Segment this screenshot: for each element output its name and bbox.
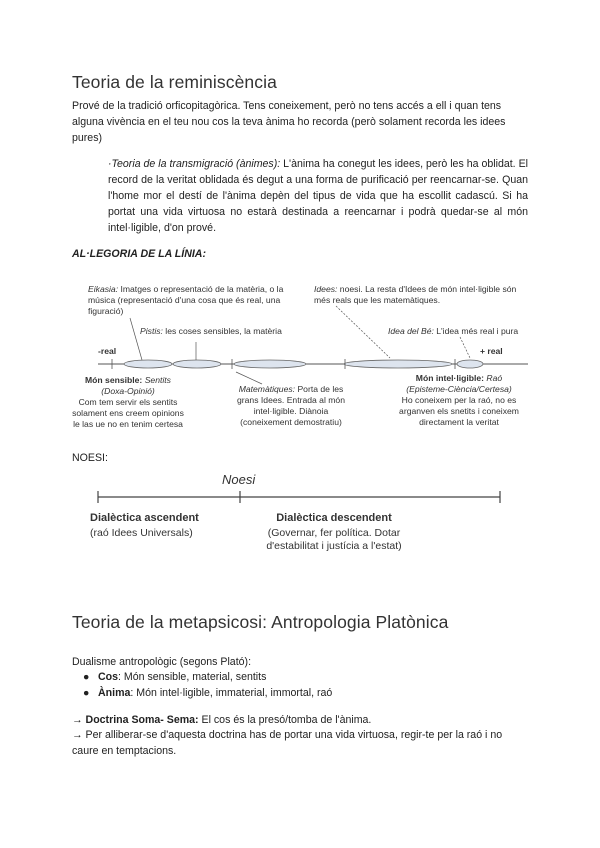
eikasia-label: Eikasia: <box>88 284 119 294</box>
idea-be-text: L'idea més real i pura <box>433 326 519 336</box>
transmigracio-label: ·Teoria de la transmigració (ànimes): <box>108 158 281 170</box>
pistis-label: Pistis: <box>140 326 163 336</box>
mon-intelligible-block <box>386 373 532 428</box>
soma-sema-text: El cos és la presó/tomba de l'ànima. <box>198 714 372 726</box>
pistis-text: les coses sensibles, la matèria <box>162 326 282 336</box>
list-item: ● Cos: Món sensible, material, sentits <box>83 671 267 683</box>
idees-text: noesi. La resta d'Idees de món intel·ligible són més reals que les matemàtiques. <box>314 284 517 305</box>
mon-sensible-sub: (Doxa-Opinió) <box>101 386 155 396</box>
transmigracio-text: L'ànima ha conegut les idees, però les ha oblidat. El record de la veritat oblidada és degut a una forma de purificació per reencarnar-se. Quan l'home mor el destí de l'ànima depèn del tipus de vida que ha escollit cadascú. Si ha portat una vida virtuosa no estarà destinada a reencarnar i podrà quedar-se al món intel·ligible, d'on prové. <box>108 158 528 234</box>
matematiques-block <box>236 384 346 428</box>
dialectica-descendent-title: Dialèctica descendent <box>276 512 392 524</box>
noesi-label: NOESI: <box>72 452 108 464</box>
section-title-metapsicosi: Teoria de la metapsicosi: Antropologia Platònica <box>72 612 449 632</box>
section-title-reminiscencia: Teoria de la reminiscència <box>72 72 277 92</box>
idees-label: Idees: <box>314 284 338 294</box>
idea-be-label-block <box>388 326 548 337</box>
mon-sensible-it: Sentits <box>142 375 171 385</box>
less-real-label: -real <box>98 346 117 356</box>
virtuous-life-paragraph: → Per alliberar-se d'aquesta doctrina has de portar una vida virtuosa, regir-te per la raó i no caure en temptacions. <box>72 729 503 757</box>
mon-intelligible-label: Món intel·ligible: <box>415 373 485 383</box>
idees-label-block <box>314 284 524 306</box>
intro-paragraph: Prové de la tradició orficopitagòrica. Tens coneixement, però no tens accés a ell i quan tens alguna vivència en el teu nou cos la teva ànima ho recorda (però solament recorda les idees pures) <box>72 100 506 144</box>
soma-sema-line <box>72 712 528 728</box>
mon-sensible-text: Com tem servir els sentits solament ens creem opinions le las ue no en tenim certesa <box>72 397 184 429</box>
matematiques-label: Matemàtiques: <box>238 384 296 394</box>
mon-intelligible-text: Ho coneixem per la raó, no es arganven els snetits i coneixem directament la veritat <box>399 395 519 427</box>
dialectica-ascendent-sub: (raó Idees Universals) <box>90 527 193 539</box>
dualisme-list <box>72 669 528 701</box>
pistis-label-block <box>140 326 340 337</box>
dialectica-ascendent-title: Dialèctica ascendent <box>90 512 199 524</box>
mon-intelligible-it: Raó <box>484 373 503 383</box>
dialectica-descendent-sub: (Governar, fer política. Dotar d'estabilitat i justícia a l'estat) <box>266 527 402 552</box>
mon-sensible-block <box>72 375 184 430</box>
mon-intelligible-sub: (Episteme-Ciència/Certesa) <box>406 384 512 394</box>
dualisme-heading: Dualisme antropològic (segons Plató): <box>72 656 252 668</box>
soma-sema-term: → Doctrina Soma- Sema: <box>72 714 199 726</box>
matematiques-text: Porta de les grans Idees. Entrada al món intel·ligible. Diànoia (coneixement demostratiu) <box>237 384 345 427</box>
eikasia-text: Imatges o representació de la matèria, o la música (representació d'una cosa que és real, una figuració) <box>88 284 284 316</box>
noesi-diagram-title: Noesi <box>222 472 256 487</box>
mon-sensible-label: Món sensible: <box>85 375 143 385</box>
list-item: ● Ànima: Món intel·ligible, immaterial, immortal, raó <box>83 687 333 699</box>
linia-heading: AL·LEGORIA DE LA LÍNIA: <box>72 248 206 260</box>
eikasia-label-block <box>88 284 288 317</box>
more-real-label: + real <box>480 346 503 356</box>
idea-be-label: Idea del Bé: <box>388 326 434 336</box>
